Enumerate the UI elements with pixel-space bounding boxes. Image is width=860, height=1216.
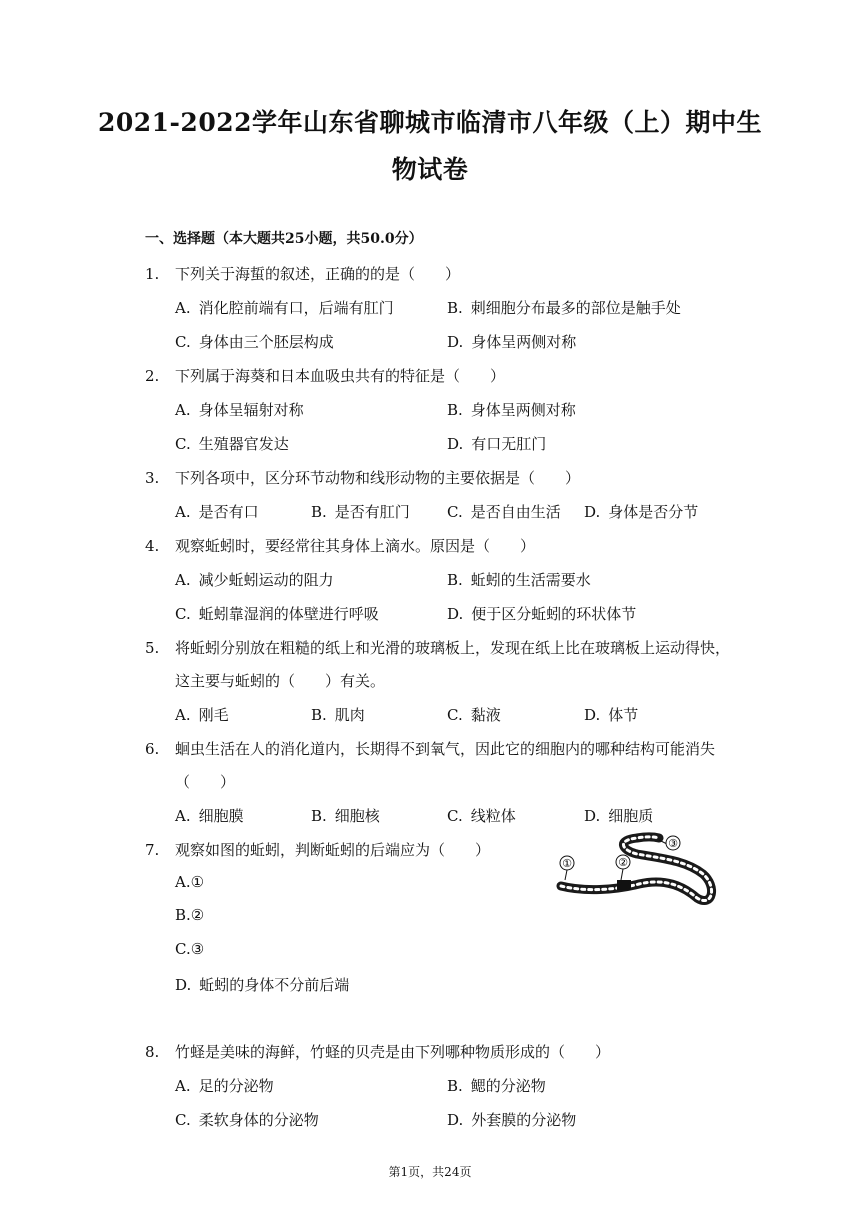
question-4: 4. 观察蚯蚓时，要经常往其身体上滴水。原因是（ ） (145, 537, 536, 555)
figure-label-2: ② (618, 856, 628, 869)
q6-option-b: B. 细胞核 (311, 807, 380, 825)
q3-option-d: D. 身体是否分节 (584, 503, 699, 521)
q8-option-a: A. 足的分泌物 (175, 1077, 274, 1095)
page-footer: 第1页，共24页 (388, 1165, 472, 1179)
q1-option-b: B. 刺细胞分布最多的部位是触手处 (447, 299, 681, 317)
q3-option-c: C. 是否自由生活 (447, 503, 561, 521)
question-2: 2. 下列属于海葵和日本血吸虫共有的特征是（ ） (145, 367, 506, 385)
figure-label-3: ③ (668, 837, 678, 850)
question-5: 5. 将蚯蚓分别放在粗糙的纸上和光滑的玻璃板上，发现在纸上比在玻璃板上运动得快， (145, 639, 731, 657)
q1-option-c: C. 身体由三个胚层构成 (175, 333, 334, 351)
q2-option-b: B. 身体呈两侧对称 (447, 401, 576, 419)
q7-option-d: D. 蚯蚓的身体不分前后端 (175, 976, 350, 994)
question-6: 6. 蛔虫生活在人的消化道内，长期得不到氧气，因此它的细胞内的哪种结构可能消失 (145, 740, 716, 758)
q1-option-d: D. 身体呈两侧对称 (447, 333, 577, 351)
q6-option-c: C. 线粒体 (447, 807, 516, 825)
document-title-line-1: 2021-2022学年山东省聊城市临清市八年级（上）期中生 (97, 108, 763, 137)
q2-option-c: C. 生殖器官发达 (175, 435, 289, 453)
question-1: 1. 下列关于海蜇的叙述，正确的的是（ ） (145, 265, 461, 283)
question-7: 7. 观察如图的蚯蚓，判断蚯蚓的后端应为（ ） (145, 841, 491, 859)
question-6-continued: （ ） (175, 773, 236, 791)
q3-option-b: B. 是否有肛门 (311, 503, 410, 521)
q7-option-c: C.③ (175, 940, 205, 958)
q2-option-d: D. 有口无肛门 (447, 435, 547, 453)
q4-option-b: B. 蚯蚓的生活需要水 (447, 571, 591, 589)
q6-option-a: A. 细胞膜 (175, 807, 244, 825)
q2-option-a: A. 身体呈辐射对称 (175, 401, 304, 419)
q1-option-a: A. 消化腔前端有口，后端有肛门 (175, 299, 394, 317)
q6-option-d: D. 细胞质 (584, 807, 654, 825)
section-heading: 一、选择题（本大题共25小题，共50.0分） (145, 231, 423, 247)
document-title-line-2: 物试卷 (391, 155, 469, 184)
q5-option-c: C. 黏液 (447, 706, 501, 724)
earthworm-figure (555, 830, 720, 910)
q7-option-b: B.② (175, 906, 205, 924)
question-3: 3. 下列各项中，区分环节动物和线形动物的主要依据是（ ） (145, 469, 581, 487)
q4-option-c: C. 蚯蚓靠湿润的体壁进行呼吸 (175, 605, 379, 623)
q3-option-a: A. 是否有口 (175, 503, 259, 521)
q7-option-a: A.① (175, 873, 205, 891)
q8-option-c: C. 柔软身体的分泌物 (175, 1111, 319, 1129)
q5-option-b: B. 肌肉 (311, 706, 365, 724)
question-8: 8. 竹蛏是美味的海鲜，竹蛏的贝壳是由下列哪种物质形成的（ ） (145, 1043, 611, 1061)
q4-option-d: D. 便于区分蚯蚓的环状体节 (447, 605, 637, 623)
q5-option-a: A. 刚毛 (175, 706, 229, 724)
figure-label-1: ① (562, 857, 572, 870)
q4-option-a: A. 减少蚯蚓运动的阻力 (175, 571, 334, 589)
q8-option-d: D. 外套膜的分泌物 (447, 1111, 577, 1129)
q8-option-b: B. 鳃的分泌物 (447, 1077, 546, 1095)
q5-option-d: D. 体节 (584, 706, 639, 724)
question-5-continued: 这主要与蚯蚓的（ ）有关。 (175, 672, 386, 690)
